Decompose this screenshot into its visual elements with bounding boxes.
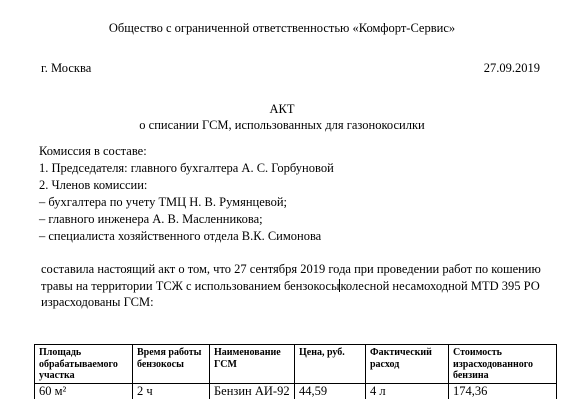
act-subtitle: о списании ГСМ, использованных для газонокосилки (139, 118, 425, 132)
intro-line (41, 278, 541, 295)
intro-line-part: травы на территории ТСЖ с использованием бензокосы (41, 278, 340, 293)
intro-paragraph (41, 261, 541, 311)
header-work-time: Время работы бензокосы (133, 345, 210, 384)
header-area: Площадь обрабатываемого участка (35, 345, 133, 384)
table-header-row (35, 345, 557, 384)
city: г. Москва (41, 61, 92, 75)
table-cell: Бензин АИ-92 (210, 384, 295, 400)
table-cell: 44,59 (295, 384, 366, 400)
header-price: Цена, руб. (295, 345, 366, 384)
commission-members-heading: 2. Членов комиссии: (39, 178, 148, 192)
commission-heading: Комиссия в составе: (39, 144, 147, 158)
header-cost: Стоимость израсходованного бензина (449, 345, 557, 384)
commission-member: – специалиста хозяйственного отдела В.К. Симонова (39, 229, 322, 243)
commission-member: – главного инженера А. В. Масленникова; (39, 212, 263, 226)
table-cell: 60 м² (35, 384, 133, 400)
organization-name: Общество с ограниченной ответственностью «Комфорт-Сервис» (108, 21, 456, 35)
commission-block (39, 143, 539, 245)
fuel-table (34, 344, 557, 399)
table-cell: 2 ч (133, 384, 210, 400)
commission-member: – бухгалтера по учету ТМЦ Н. В. Румянцевой; (39, 195, 287, 209)
act-title: АКТ (269, 102, 295, 116)
document-date: 27.09.2019 (483, 61, 540, 75)
header-actual-consumption: Фактический расход (366, 345, 449, 384)
header-fuel-name: Наименование ГСМ (210, 345, 295, 384)
commission-chairman: 1. Председателя: главного бухгалтера А. С. Горбуновой (39, 161, 334, 175)
intro-line: составила настоящий акт о том, что 27 сентября 2019 года при проведении работ по кошению (41, 262, 541, 276)
table-row (35, 384, 557, 400)
table-cell: 4 л (366, 384, 449, 400)
intro-line: израсходованы ГСМ: (41, 295, 154, 309)
table-cell: 174,36 (449, 384, 557, 400)
intro-line-part: колесной несамоходной MTD 395 РО (340, 278, 540, 293)
